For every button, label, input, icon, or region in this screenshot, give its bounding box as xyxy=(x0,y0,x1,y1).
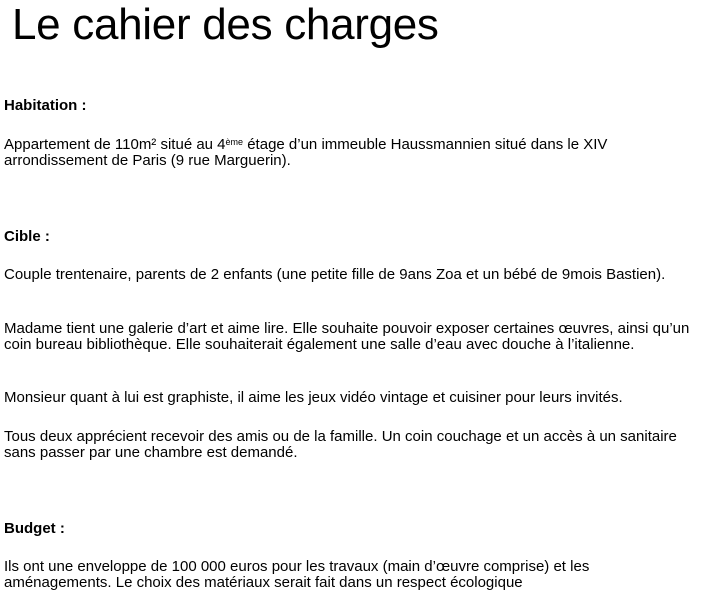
habitation-text-part-1: Appartement de 110m² situé au 4 xyxy=(4,136,226,153)
cible-paragraph-4: Tous deux apprécient recevoir des amis ou de la famille. Un coin couchage et un accès à un sanitaire sans passer par une chambre est demandé. xyxy=(4,428,677,461)
habitation-text xyxy=(4,137,694,169)
cible-paragraph-3: Monsieur quant à lui est graphiste, il aime les jeux vidéo vintage et cuisiner pour leurs invités. xyxy=(4,389,623,406)
budget-heading: Budget : xyxy=(4,520,65,537)
habitation-text-superscript: ème xyxy=(225,137,244,147)
habitation-text-part-2: étage d’un immeuble Haussmannien situé dans le XIV arrondissement de Paris (9 rue Marguerin). xyxy=(4,136,608,169)
page-title: Le cahier des charges xyxy=(12,0,439,49)
cible-heading: Cible : xyxy=(4,228,50,245)
cible-paragraph-1: Couple trentenaire, parents de 2 enfants (une petite fille de 9ans Zoa et un bébé de 9mois Bastien). xyxy=(4,266,666,283)
habitation-heading: Habitation : xyxy=(4,97,87,114)
budget-text: Ils ont une enveloppe de 100 000 euros pour les travaux (main d’œuvre comprise) et les aménagements. Le choix des matériaux serait fait dans un respect écologique xyxy=(4,558,590,591)
cible-paragraph-2: Madame tient une galerie d’art et aime lire. Elle souhaite pouvoir exposer certaines œuvres, ainsi qu’un coin bureau bibliothèque. Elle souhaiterait également une salle d’eau avec douche à l’italienne. xyxy=(4,320,690,353)
